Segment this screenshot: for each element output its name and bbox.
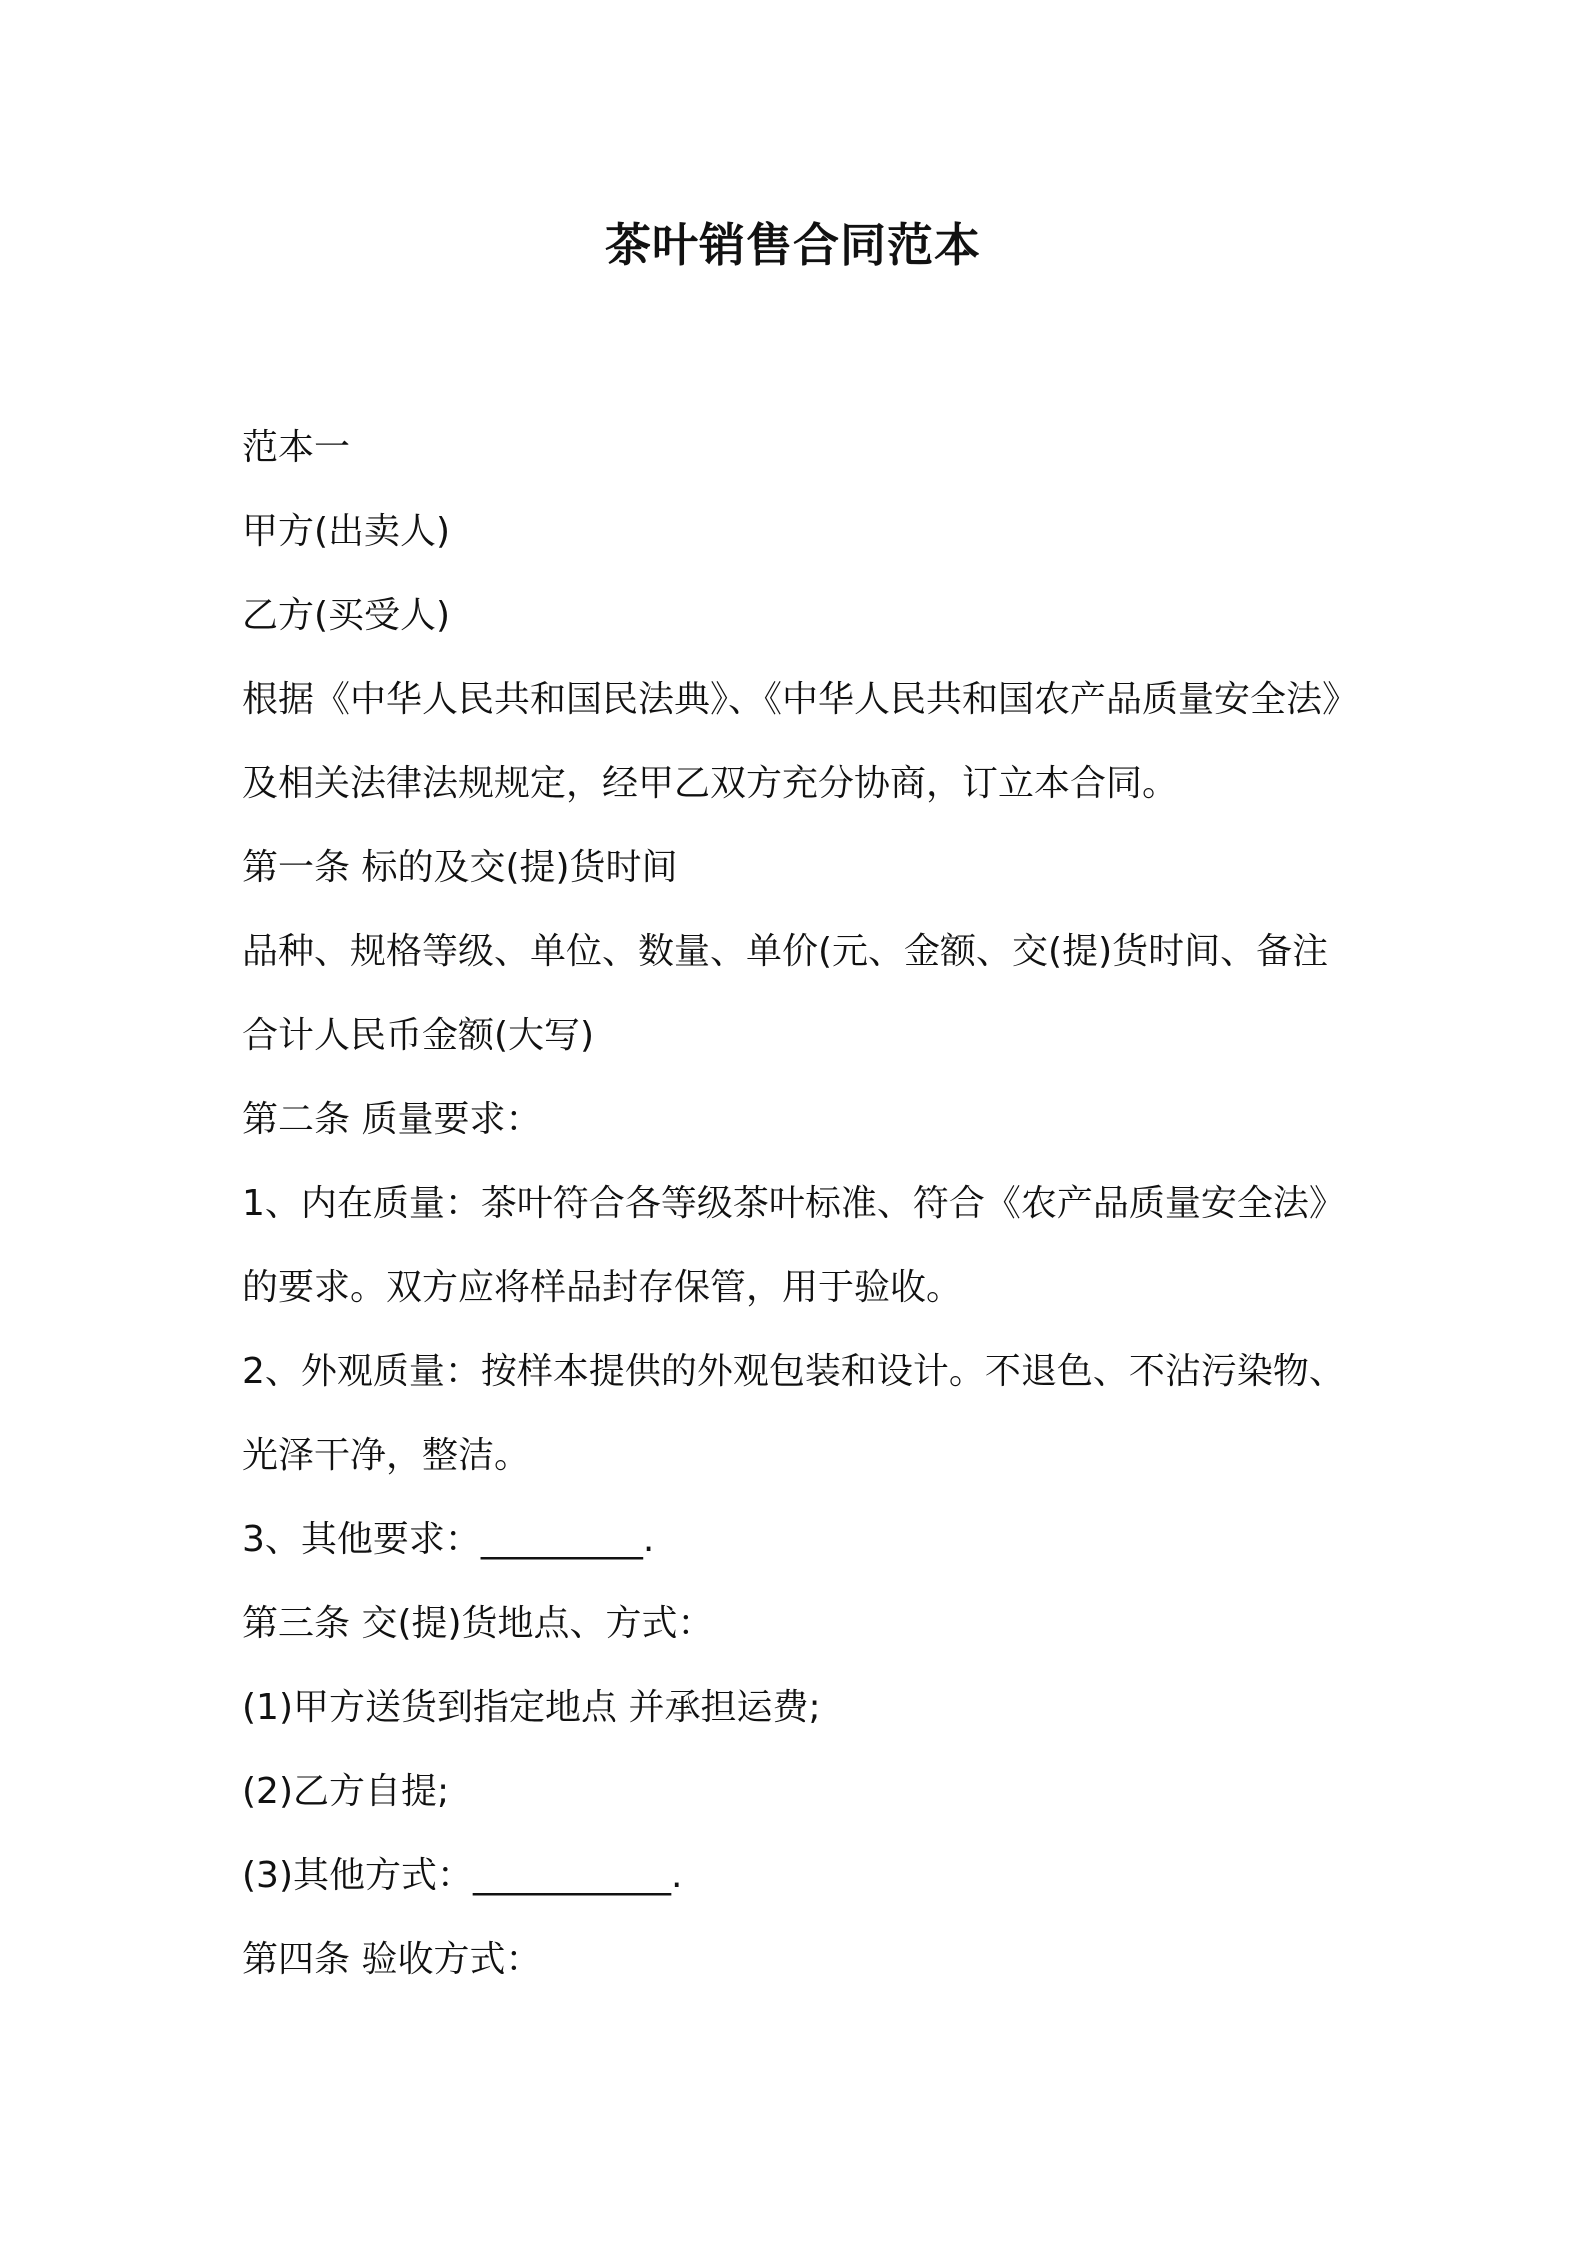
document-body xyxy=(242,406,1392,2002)
article-2-item-3: 3、其他要求：_________. xyxy=(242,1519,655,1560)
party-a-line: 甲方(出卖人) xyxy=(242,511,451,552)
article-3-heading: 第三条 交(提)货地点、方式： xyxy=(242,1603,714,1644)
article-4-heading: 第四条 验收方式： xyxy=(242,1939,542,1980)
section-heading-template-one: 范本一 xyxy=(242,427,351,468)
article-3-option-1: (1)甲方送货到指定地点 并承担运费; xyxy=(242,1687,821,1728)
article-2-heading: 第二条 质量要求： xyxy=(242,1099,542,1140)
article-3-option-3: (3)其他方式：___________. xyxy=(242,1855,683,1896)
article-2-item-1-line-1: 1、内在质量：茶叶符合各等级茶叶标准、符合《农产品质量安全法》 xyxy=(242,1183,1345,1224)
legal-basis-line-2: 及相关法律法规规定，经甲乙双方充分协商，订立本合同。 xyxy=(242,763,1179,804)
party-b-line: 乙方(买受人) xyxy=(242,595,451,636)
article-2-item-2-line-2: 光泽干净，整洁。 xyxy=(242,1435,531,1476)
document-title: 茶叶销售合同范本 xyxy=(605,218,981,272)
article-1-heading: 第一条 标的及交(提)货时间 xyxy=(242,847,678,888)
article-3-option-2: (2)乙方自提; xyxy=(242,1771,450,1812)
article-1-fields: 品种、规格等级、单位、数量、单价(元、金额、交(提)货时间、备注 xyxy=(242,931,1329,972)
article-1-total: 合计人民币金额(大写) xyxy=(242,1015,595,1056)
article-2-item-1-line-2: 的要求。双方应将样品封存保管，用于验收。 xyxy=(242,1267,963,1308)
article-2-item-2-line-1: 2、外观质量：按样本提供的外观包装和设计。不退色、不沾污染物、 xyxy=(242,1351,1345,1392)
legal-basis-line-1: 根据《中华人民共和国民法典》、《中华人民共和国农产品质量安全法》 xyxy=(242,679,1359,720)
